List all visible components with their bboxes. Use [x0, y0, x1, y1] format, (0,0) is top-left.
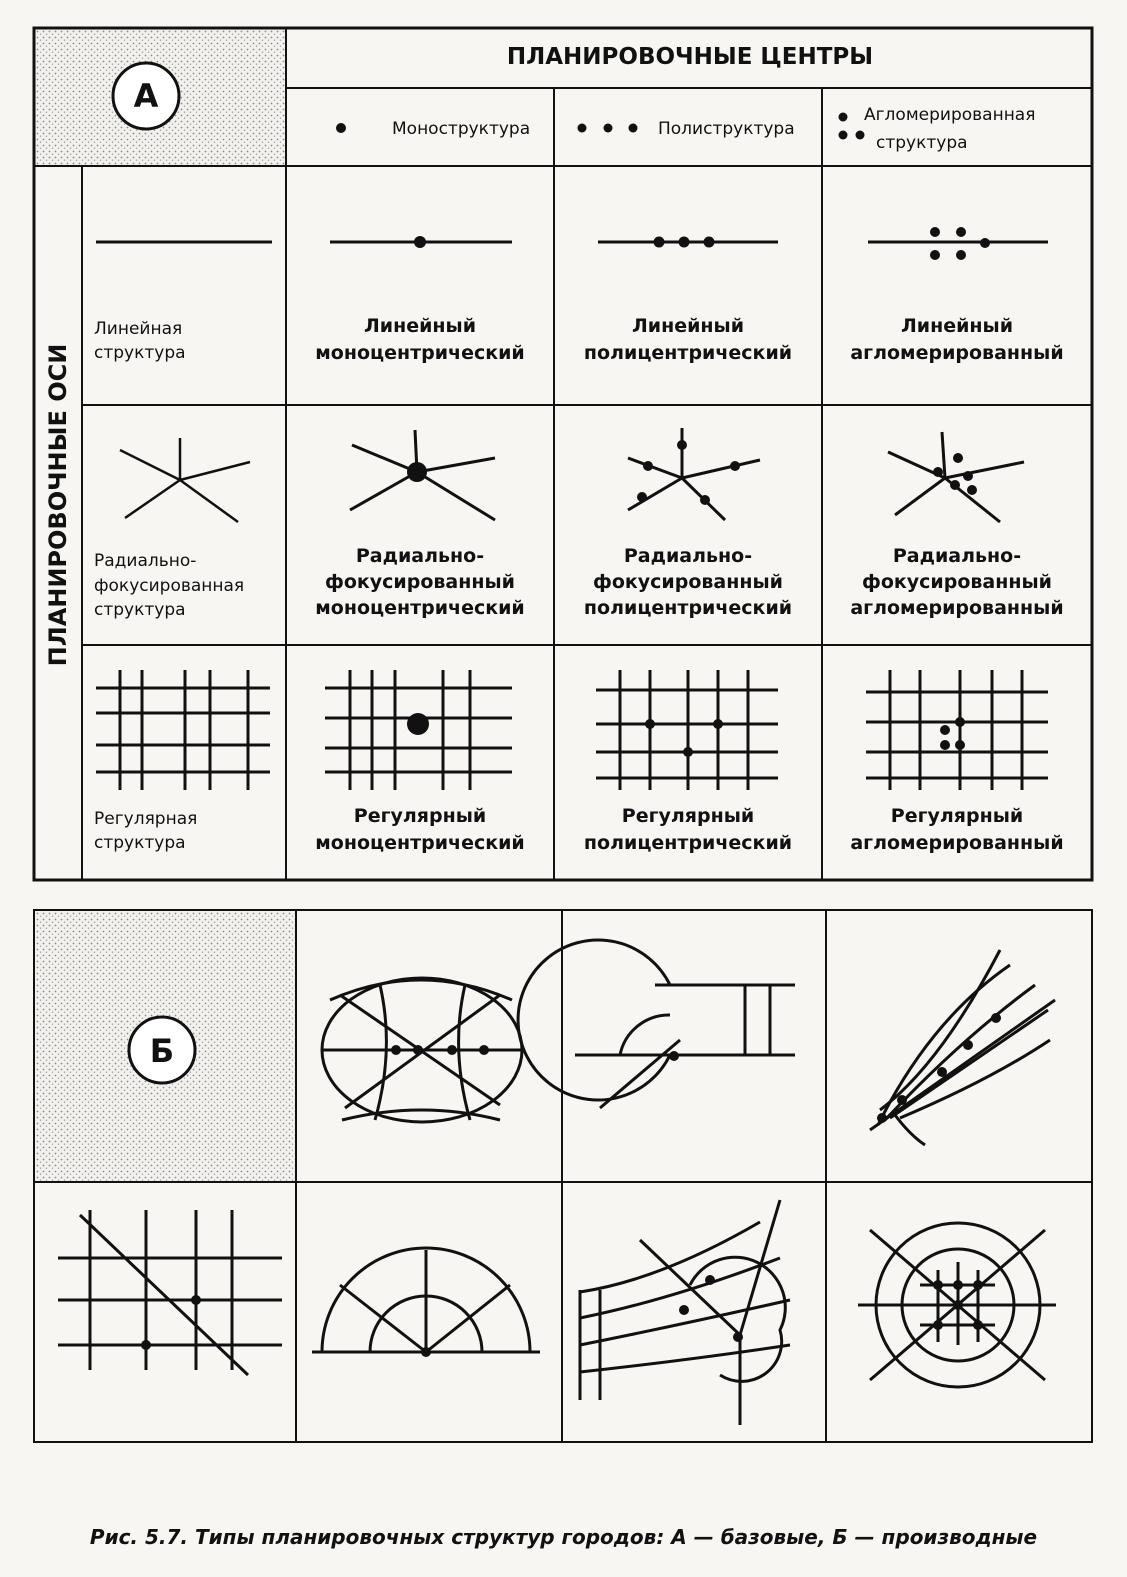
panel-a-header: ПЛАНИРОВОЧНЫЕ ЦЕНТРЫ [506, 44, 874, 70]
cell-title: полицентрический [583, 342, 793, 364]
symbol-linear-agglo [868, 227, 1048, 260]
column-header-agglo-line1: Агломерированная [864, 105, 1036, 125]
derived-grid-rays [580, 1200, 790, 1425]
row-label-linear-line1: Линейная [94, 319, 183, 339]
symbol-regular-poly [596, 670, 778, 790]
column-header-agglo-line2: структура [876, 133, 968, 153]
badge-b-label: Б [149, 1032, 175, 1070]
symbol-linear-mono [330, 236, 512, 248]
cell-title: фокусированный [861, 571, 1053, 593]
cell-title: Регулярный [353, 805, 487, 827]
cell-title: Линейный [900, 315, 1014, 337]
cell-title: моноцентрический [315, 597, 525, 619]
symbol-linear-poly [598, 237, 778, 248]
row-label-regular [94, 809, 197, 853]
panel-b [34, 910, 1092, 1442]
derived-semicircle-rail [518, 940, 795, 1108]
cell-title: Регулярный [890, 805, 1024, 827]
column-header-agglo [839, 105, 1036, 153]
cell-title: Линейный [631, 315, 745, 337]
symbol-regular-agglo [866, 670, 1048, 790]
column-header-mono-label: Моноструктура [392, 119, 531, 139]
row-label-linear [94, 319, 186, 363]
cell-title: Радиально- [892, 545, 1022, 567]
cell-title: агломерированный [850, 597, 1064, 619]
derived-concentric-grid [858, 1223, 1056, 1387]
cell-title: агломерированный [850, 342, 1064, 364]
column-header-poly [578, 119, 795, 139]
cell-title: Радиально- [355, 545, 485, 567]
column-header-poly-label: Полиструктура [658, 119, 795, 139]
symbol-radial-mono [350, 430, 495, 520]
cell-title: Регулярный [621, 805, 755, 827]
row-label-regular-line1: Регулярная [94, 809, 198, 829]
column-header-mono [336, 119, 530, 139]
row-label-radial-line3: структура [94, 600, 186, 620]
cell-title: агломерированный [850, 832, 1064, 854]
cell-title: полицентрический [583, 832, 793, 854]
derived-fan-lines [870, 950, 1055, 1145]
derived-oval-radial [322, 978, 522, 1122]
symbol-radial-axis [120, 438, 250, 522]
symbol-radial-poly [628, 428, 760, 520]
cell-title: фокусированный [324, 571, 516, 593]
symbol-regular-mono [325, 670, 512, 790]
cell-title: Радиально- [623, 545, 753, 567]
cell-title: фокусированный [592, 571, 784, 593]
row-label-radial-line2: фокусированная [94, 576, 245, 596]
derived-grid-diagonal [58, 1210, 282, 1375]
cell-title: полицентрический [583, 597, 793, 619]
cell-title: моноцентрический [315, 832, 525, 854]
side-label-axes: ПЛАНИРОВОЧНЫЕ ОСИ [44, 343, 72, 667]
row-label-radial [94, 551, 244, 620]
figure-caption: Рис. 5.7. Типы планировочных структур городов: А — базовые, Б — производные [89, 1525, 1038, 1549]
row-label-regular-line2: структура [94, 833, 186, 853]
badge-a [113, 63, 179, 129]
cell-title: Линейный [363, 315, 477, 337]
badge-a-label: А [133, 77, 159, 115]
cell-title: моноцентрический [315, 342, 525, 364]
derived-semicircle-radial [312, 1248, 540, 1357]
symbol-radial-agglo [888, 432, 1024, 522]
symbol-regular-axis [96, 670, 270, 790]
row-label-linear-line2: структура [94, 343, 186, 363]
row-label-radial-line1: Радиально- [94, 551, 197, 571]
badge-b [129, 1017, 195, 1083]
